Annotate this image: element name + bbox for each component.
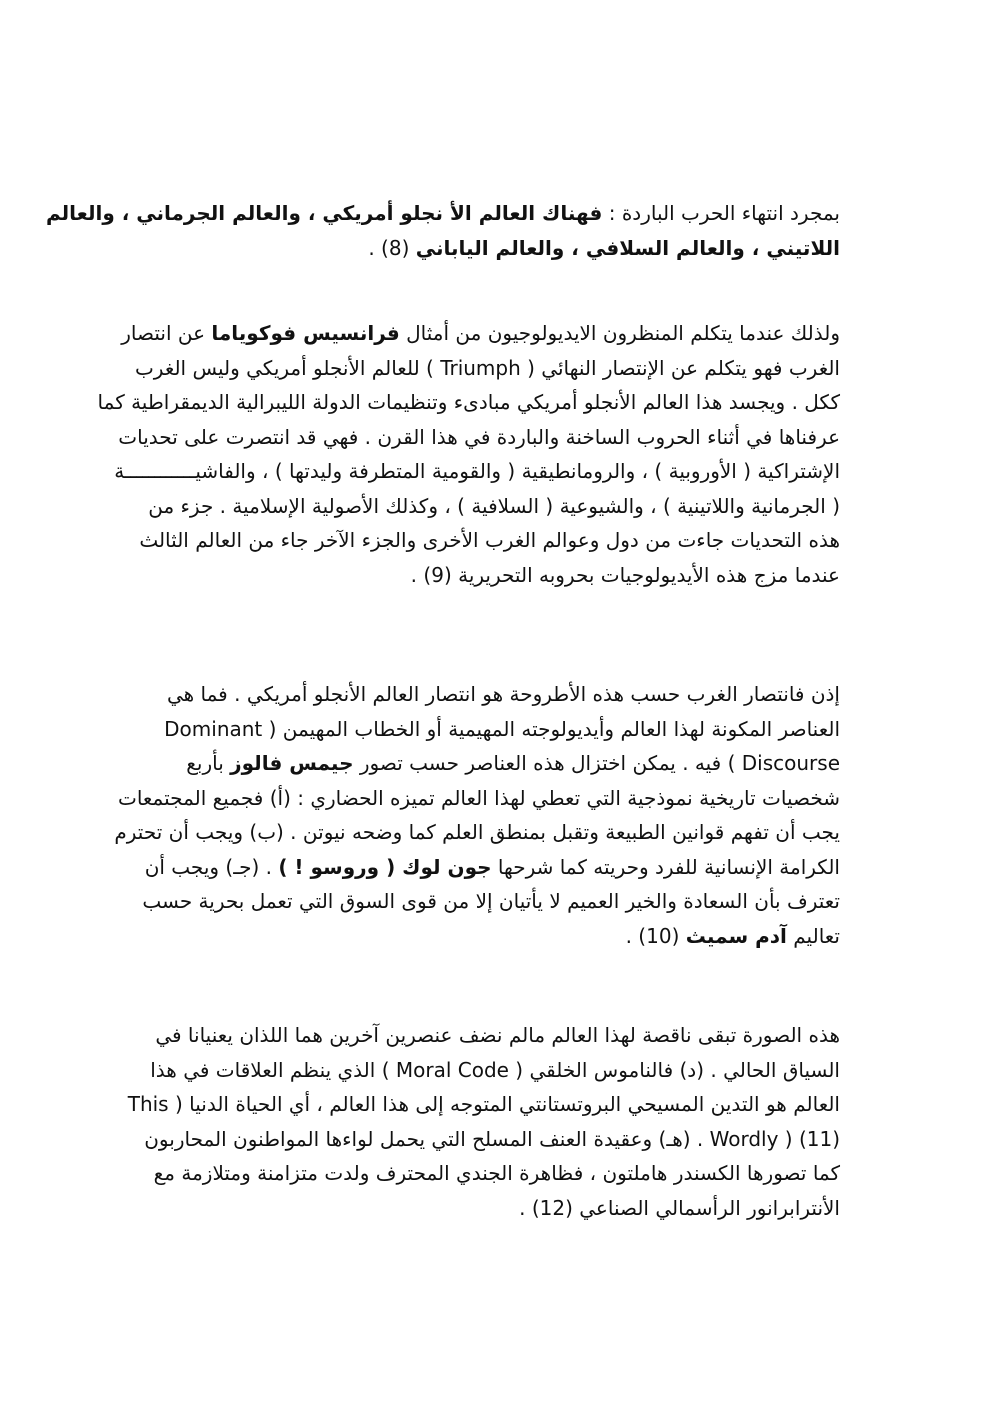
text-run: تعاليم [786,923,840,948]
text-line [120,316,840,351]
bold-text-run: جون لوك ( وروسو ! ) [278,854,492,879]
text-run: كما تصورها الكسندر هاملتون ، فظاهرة الجندي المحترف ولدت متزامنة ومتلازمة مع [153,1161,840,1185]
text-run: العناصر المكونة لهذا العالم وأيديولوجته المهيمية أو الخطاب المهيمن ( Dominant [164,716,840,741]
bold-text-run: فهناك العالم الأ نجلو أمريكي ، والعالم الجرماني ، والعالم [45,201,603,225]
text-run: ككل . ويجسد هذا العالم الأنجلو أمريكي مبادىء وتنظيمات الدولة الليبرالية الديمقراطية كما [97,390,840,414]
text-line [120,746,840,781]
text-run: عندما مزج هذه الأيديولوجيات بحروبه التحريرية (9) . [410,562,840,587]
text-run: . (جـ) ويجب أن [144,854,279,879]
paragraph-4 [120,1018,840,1225]
text-run: Discourse ) فيه . يمكن اختزال هذه العناصر حسب تصور [353,751,840,775]
bold-text-run: جيمس فالوز [230,751,354,775]
text-line [120,1191,840,1226]
text-run: هذه الصورة تبقى ناقصة لهذا العالم مالم نضف عنصرين آخرين هما اللذان يعنيانا في [155,1023,840,1047]
text-run: شخصيات تاريخية نموذجية التي تعطي لهذا العالم تميزه الحضاري : (أ) فجميع المجتمعات [117,785,840,810]
text-line [120,677,840,712]
text-line [120,712,840,747]
text-line [120,919,840,954]
text-run: تعترف بأن السعادة والخير العميم لا يأتيان إلا من قوى السوق التي تعمل بحرية حسب [142,889,840,913]
text-line [120,1018,840,1053]
text-run: عرفناها في أثناء الحروب الساخنة والباردة في هذا القرن . فهي قد انتصرت على تحديات [118,424,840,449]
text-line [114,815,840,850]
text-line [120,850,840,885]
paragraph-1 [45,196,840,265]
text-run: بأربع [186,751,231,775]
text-run: ولذلك عندما يتكلم المنظرون الايديولوجيون من أمثال [399,321,840,345]
text-run: إذن فانتصار الغرب حسب هذه الأطروحة هو انتصار العالم الأنجلو أمريكي . فما هي [166,682,840,706]
bold-text-run: اللاتيني ، والعالم السلافي ، والعالم الياباني [415,235,840,260]
text-line [120,558,840,593]
bold-text-run: آدم سميث [685,923,787,948]
text-run: بمجرد انتهاء الحرب الباردة : [602,201,840,225]
text-run: عن انتصار [121,321,212,345]
text-line [120,489,840,524]
text-line [120,1156,840,1191]
text-line [120,1122,840,1157]
text-run: (10) . [625,923,686,948]
text-run: ( الجرمانية واللاتينية ) ، والشيوعية ( السلافية ) ، وكذلك الأصولية الإسلامية . جزء من [148,493,840,518]
text-line [120,1053,840,1088]
paragraph-2 [97,316,840,592]
bold-text-run: فرانسيس فوكوياما [211,321,400,345]
text-run: الغرب فهو يتكلم عن الإنتصار النهائي ( Triumph ) للعالم الأنجلو أمريكي وليس الغرب [134,355,840,380]
text-line [120,351,840,386]
text-line [120,420,840,455]
text-run: Wordly ) (11) . (هـ) وعقيدة العنف المسلح التي يحمل لواءها المواطنون المحاربون [144,1126,840,1151]
text-run: (8) . [368,235,416,260]
text-line [117,781,840,816]
text-line [120,523,840,558]
paragraph-3 [114,677,840,953]
text-line [97,385,840,420]
text-run: الكرامة الإنسانية للفرد وحريته كما شرحها [491,854,840,879]
text-line [120,884,840,919]
text-run: هذه التحديات جاءت من دول وعوالم الغرب الأخرى والجزء الآخر جاء من العالم الثالث [139,528,840,552]
text-run: الأنترابرانور الرأسمالي الصناعي (12) . [519,1195,840,1220]
text-run: العالم هو التدين المسيحي البروتستانتي المتوجه إلى هذا العالم ، أي الحياة الدنيا ( This [127,1092,840,1116]
text-line [120,1087,840,1122]
text-run: يجب أن تفهم قوانين الطبيعة وتقبل بمنطق العلم كما وضحه نيوتن . (ب) ويجب أن تحترم [114,820,840,844]
text-line [45,196,840,231]
text-run: السياق الحالي . (د) فالناموس الخلقي ( Moral Code ) الذي ينظم العلاقات في هذا [150,1057,840,1082]
text-line [114,454,840,489]
text-run: الإشتراكية ( الأوروبية ) ، والرومانطيقية ( والقومية المتطرفة وليدتها ) ، والفاشيــــــــــــة [114,459,840,483]
text-line [120,231,840,266]
